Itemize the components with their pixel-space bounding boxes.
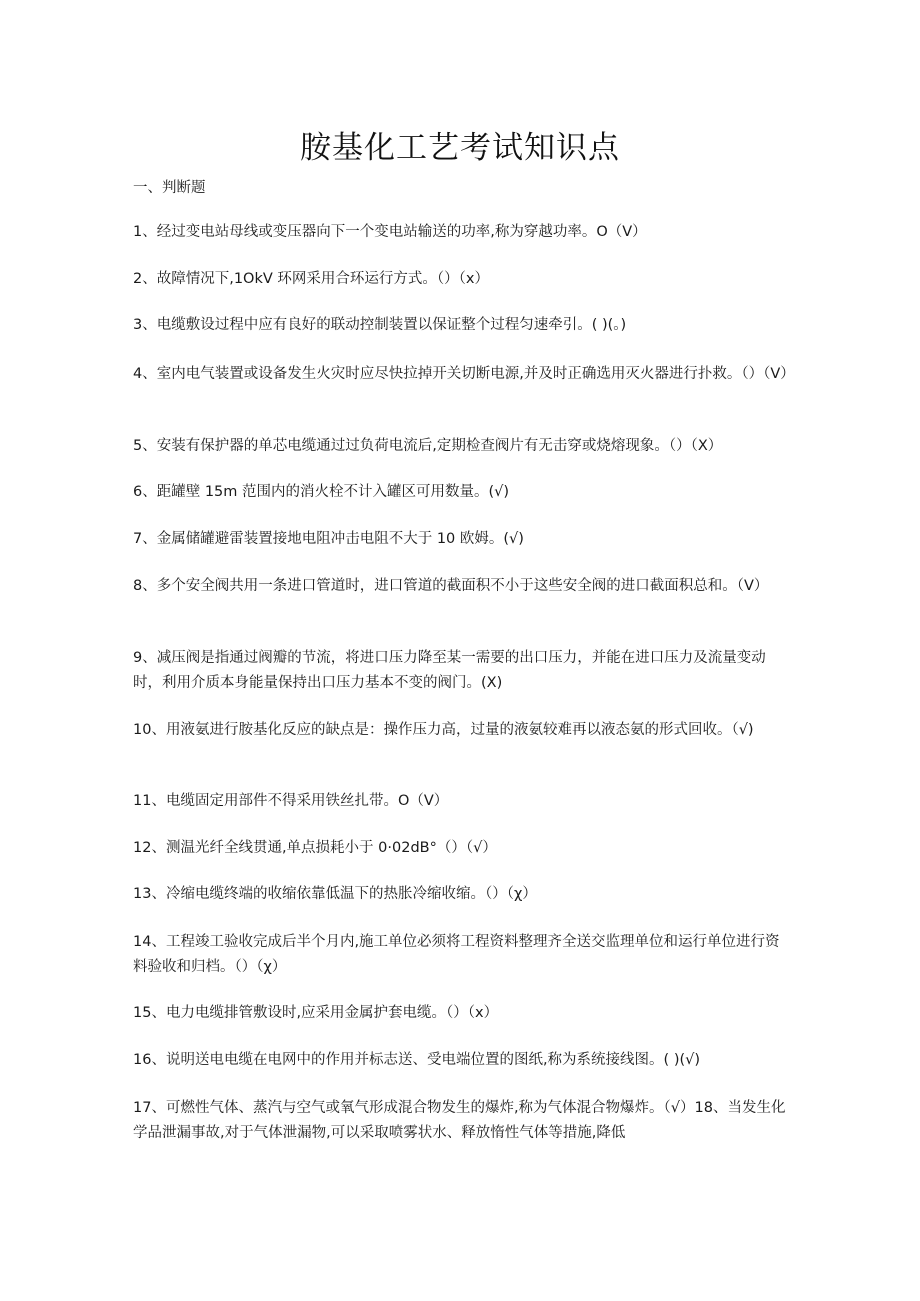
question-14: 14、工程竣工验收完成后半个月内,施工单位必须将工程资料整理齐全送交监理单位和运行单位进行资料验收和归档。（）（χ） (133, 934, 780, 975)
question-7: 7、金属储罐避雷装置接地电阻冲击电阻不大于 10 欧姆。(√) (133, 531, 524, 547)
question-9: 9、减压阀是指通过阀瓣的节流，将进口压力降至某一需要的出口压力，并能在进口压力及流量变动时，利用介质本身能量保持出口压力基本不变的阀门。(X) (133, 650, 766, 691)
question-4: 4、室内电气装置或设备发生火灾时应尽快拉掉开关切断电源,并及时正确选用灭火器进行扑救。（）（V） (133, 366, 795, 382)
question-10: 10、用液氨进行胺基化反应的缺点是：操作压力高，过量的液氨较难再以液态氨的形式回收。（√) (133, 722, 754, 738)
question-11: 11、电缆固定用部件不得采用铁丝扎带。O（V） (133, 793, 449, 809)
question-15: 15、电力电缆排管敷设时,应采用金属护套电缆。（）（x） (133, 1005, 499, 1021)
question-17: 17、可燃性气体、蒸汽与空气或氧气形成混合物发生的爆炸,称为气体混合物爆炸。（√）18、当发生化学品泄漏事故,对于气体泄漏物,可以采取喷雾状水、释放惰性气体等措施,降低 (133, 1100, 786, 1141)
question-5: 5、安装有保护器的单芯电缆通过过负荷电流后,定期检查阀片有无击穿或烧熔现象。（）（X） (133, 438, 723, 454)
question-13: 13、冷缩电缆终端的收缩依靠低温下的热胀冷缩收缩。（）（χ） (133, 886, 537, 902)
question-1: 1、经过变电站母线或变压器向下一个变电站输送的功率,称为穿越功率。O（V） (133, 224, 647, 240)
section-heading: 一、判断题 (133, 180, 206, 196)
question-3: 3、电缆敷设过程中应有良好的联动控制装置以保证整个过程匀速牵引。( )(。) (133, 317, 627, 333)
question-16: 16、说明送电电缆在电网中的作用并标志送、受电端位置的图纸,称为系统接线图。( )(√) (133, 1052, 701, 1068)
question-12: 12、测温光纤全线贯通,单点损耗小于 0·02dB°（）（√） (133, 840, 497, 856)
question-8: 8、多个安全阀共用一条进口管道时，进口管道的截面积不小于这些安全阀的进口截面积总和。（V） (133, 578, 769, 594)
question-6: 6、距罐壁 15m 范围内的消火栓不计入罐区可用数量。(√) (133, 484, 510, 500)
document-title: 胺基化工艺考试知识点 (300, 130, 620, 166)
question-2: 2、故障情况下,1OkV 环网采用合环运行方式。（）（x） (133, 271, 489, 287)
